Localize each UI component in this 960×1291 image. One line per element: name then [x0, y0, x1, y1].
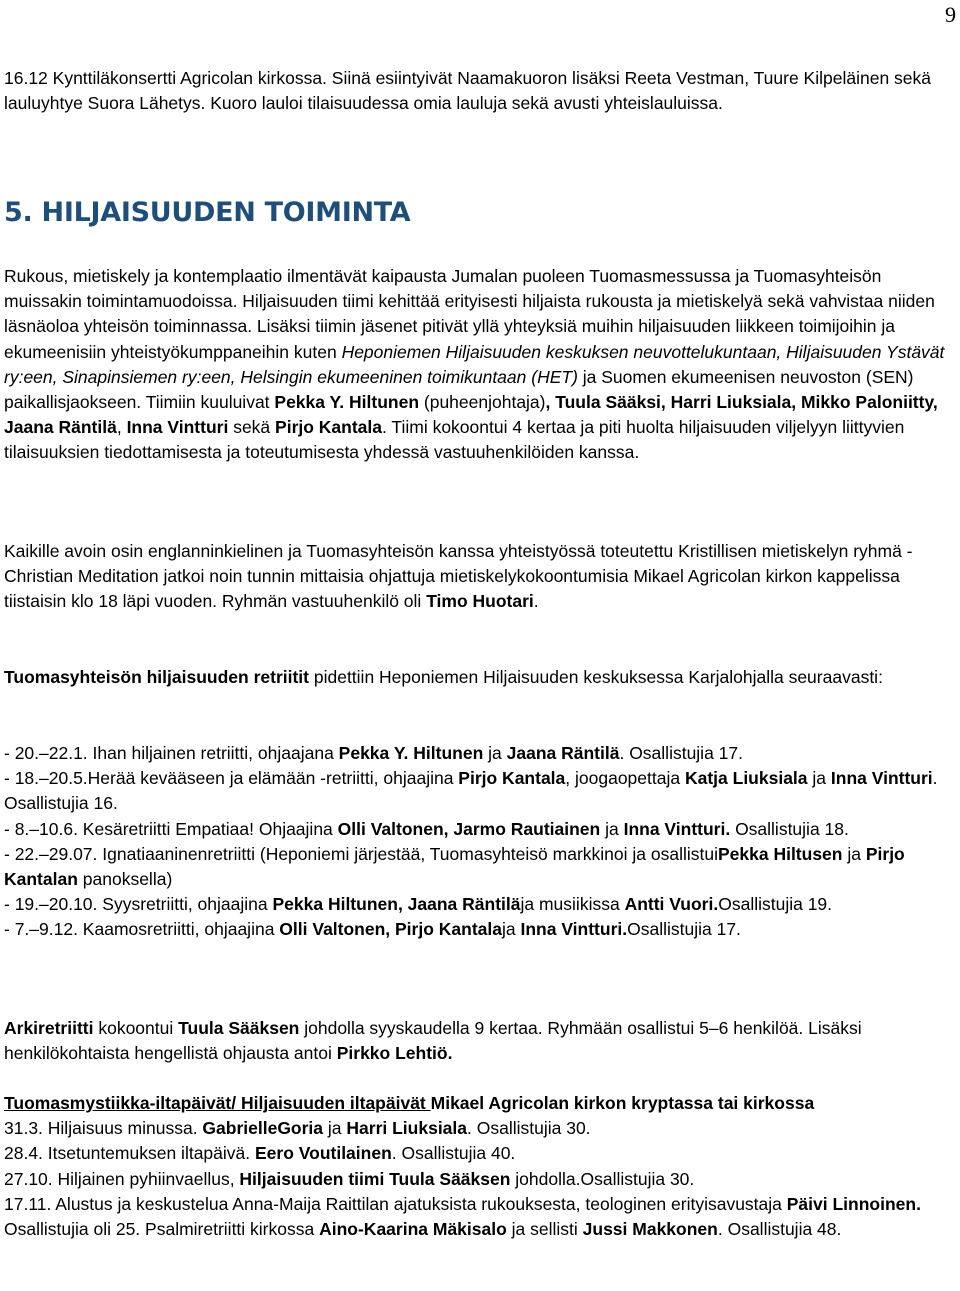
underlined-title: Tuomasmystiikka-iltapäivät/ Hiljaisuuden iltapäivät: [4, 1093, 431, 1113]
text-run: . Osallistujia 30.: [467, 1118, 591, 1139]
text-run: - 7.–9.12. Kaamosretriitti, ohjaajina: [4, 919, 280, 940]
text-run: ja sellisti: [506, 1219, 583, 1240]
list-item: [4, 842, 956, 892]
text-run: ja: [483, 743, 507, 763]
text-run: - 18.–20.5.Herää kevääseen ja elämään -retriitti, ohjaajina: [4, 768, 459, 789]
text-run: . Osallistujia 17.: [619, 743, 743, 763]
bold-name: Päivi Linnoinen.: [786, 1193, 921, 1214]
bold-name: GabrielleGoria: [202, 1118, 324, 1139]
italic-organizations: Heponiemen Hiljaisuuden keskuksen neuvottelukuntaan, Hiljaisuuden Ystävät ry:een, Sinapinsiemen ry:een, Helsingin ekumeeninen toimikuntaan (HET): [4, 341, 945, 387]
text-run: Osallistujia 18.: [730, 818, 849, 839]
text-run: . Tiimi kokoontui 4 kertaa ja piti huolta hiljaisuuden viljelyyn liittyvien tilaisuuksien tiedottamisesta ja toteutumisesta yhdessä vastuuhenkilöiden kanssa.: [4, 417, 905, 463]
bold-name: Timo Huotari: [426, 591, 534, 612]
bold-name: Pekka Hiltusen: [717, 843, 843, 864]
text-run: ja: [323, 1118, 347, 1139]
events-section: [4, 1091, 956, 1242]
bold-name: Inna Vintturi.: [520, 919, 628, 940]
text-run: Osallistujia 17.: [627, 919, 741, 940]
hiljaisuus-paragraph: [4, 264, 956, 466]
bold-name: Antti Vuori.: [624, 894, 719, 915]
retreats-list: [4, 741, 956, 943]
list-item: [4, 1141, 956, 1166]
list-item: [4, 1167, 956, 1192]
bold-name: Eero Voutilainen: [254, 1143, 392, 1164]
bold-name: Pekka Y. Hiltunen: [338, 743, 484, 763]
bold-name: Tuula Sääksen: [178, 1018, 300, 1038]
text-run: pidettiin Heponiemen Hiljaisuuden keskuksessa Karjalohjalla seuraavasti:: [309, 667, 883, 687]
text-run: kokoontui: [93, 1018, 179, 1038]
bold-name: Pekka Y. Hiltunen: [274, 392, 420, 413]
text-run: ,: [116, 417, 127, 438]
bold-name: Aino-Kaarina Mäkisalo: [319, 1219, 507, 1240]
list-item: [4, 1116, 956, 1141]
bold-name: Pekka Hiltunen, Jaana Räntilä: [272, 894, 521, 915]
text-run: , joogaopettaja: [565, 768, 685, 789]
text-run: ja: [807, 768, 831, 789]
bold-name: Pirjo Kantala: [458, 768, 566, 789]
bold-title: Arkiretriitti: [4, 1018, 94, 1038]
text-run: . Osallistujia 40.: [391, 1143, 516, 1164]
text-run: ja: [842, 843, 866, 864]
text-run: (puheenjohtaja): [419, 392, 546, 413]
text-run: ja: [502, 919, 521, 940]
bold-location: Mikael Agricolan kirkon kryptassa tai kirkossa: [430, 1093, 815, 1113]
bold-name: Inna Vintturi: [830, 768, 933, 789]
text-run: . Osallistujia 48.: [717, 1219, 842, 1240]
text-run: johdolla syyskaudella 9 kertaa. Ryhmään osallistui 5–6 henkilöä. Lisäksi henkilökohtaista hengellistä ohjausta antoi: [4, 1018, 862, 1064]
text-run: ja musiikissa: [520, 894, 625, 915]
text-run: .: [533, 591, 539, 612]
bold-title: Tuomasyhteisön hiljaisuuden retriitit: [4, 667, 309, 687]
bold-name: Inna Vintturi: [126, 417, 229, 438]
list-item: [4, 917, 956, 942]
list-item: [4, 741, 956, 766]
bold-name: Jussi Makkonen: [582, 1219, 718, 1240]
list-item: [4, 892, 956, 917]
text-run: Rukous, mietiskely ja kontemplaatio ilmentävät kaipausta Jumalan puoleen Tuomasmessussa ja Tuomasyhteisön muissakin toimintamuodoissa. Hiljaisuuden tiimi kehittää erityisesti hiljaista rukousta ja mietiskelyä sekä vahvistaa niiden läsnäoloa yhteisön toiminnassa. Lisäksi tiimin jäsenet pitivät yllä yhteyksiä muihin hiljaisuuden liikkeen toimijoihin ja ekumeenisiin yhteistyökumppaneihin kuten: [4, 266, 935, 362]
bold-name: Harri Liuksiala: [346, 1118, 468, 1139]
text-run: ja: [600, 818, 624, 839]
bold-name: Pirjo Kantalan: [4, 843, 905, 890]
bold-names: , Tuula Sääksi, Harri Liuksiala, Mikko Paloniitty, Jaana Räntilä: [4, 392, 938, 438]
bold-name: Olli Valtonen, Jarmo Rautiainen: [337, 818, 601, 839]
arkiretriitti-paragraph: [4, 1016, 956, 1066]
list-item: [4, 766, 956, 816]
bold-name: Pirjo Kantala: [275, 417, 383, 438]
retreats-intro-paragraph: [4, 665, 956, 690]
intro-paragraph: 16.12 Kynttiläkonsertti Agricolan kirkossa. Siinä esiintyivät Naamakuoron lisäksi Reeta Vestman, Tuure Kilpeläinen sekä lauluyhtye Suora Lähetys. Kuoro lauloi tilaisuudessa omia lauluja sekä avusti yhteislauluissa.: [4, 68, 932, 114]
list-item: [4, 817, 956, 842]
meditation-paragraph: [4, 539, 956, 615]
text-run: 28.4. Itsetuntemuksen iltapäivä.: [4, 1143, 255, 1164]
text-run: panoksella): [77, 869, 173, 890]
text-run: Kaikille avoin osin englanninkielinen ja Tuomasyhteisön kanssa yhteistyössä toteutettu Kristillisen mietiskelyn ryhmä - Christian Meditation jatkoi noin tunnin mittaisia ohjattuja mietiskelykokoontumisia Mikael Agricolan kirkon kappelissa tiistaisin klo 18 läpi vuoden. Ryhmän vastuuhenkilö oli: [4, 541, 913, 612]
bold-name: Hiljaisuuden tiimi Tuula Sääksen: [239, 1168, 511, 1189]
text-run: . Osallistujia 16.: [4, 768, 938, 814]
bold-name: Jaana Räntilä: [506, 743, 620, 763]
text-run: Osallistujia oli 25. Psalmiretriitti kirkossa: [4, 1219, 320, 1240]
page-number: 9: [945, 2, 956, 27]
bold-name: Katja Liuksiala: [684, 768, 808, 789]
text-run: johdolla.Osallistujia 30.: [510, 1168, 695, 1189]
bold-name: Inna Vintturi.: [623, 818, 731, 839]
events-heading: [4, 1091, 956, 1116]
bold-name: Pirkko Lehtiö.: [336, 1043, 453, 1064]
bold-name: Olli Valtonen, Pirjo Kantala: [279, 919, 502, 940]
text-run: - 22.–29.07. Ignatiaaninenretriitti (Heponiemi järjestää, Tuomasyhteisö markkinoi ja osallistui: [4, 843, 718, 864]
text-run: - 19.–20.10. Syysretriitti, ohjaajina: [4, 894, 273, 915]
text-run: - 8.–10.6. Kesäretriitti Empatiaa! Ohjaajina: [4, 818, 338, 839]
section-heading: 5. HILJAISUUDEN TOIMINTA: [4, 197, 411, 228]
text-run: 17.11. Alustus ja keskustelua Anna-Maija Raittilan ajatuksista rukouksesta, teologinen erityisavustaja: [4, 1193, 787, 1214]
text-run: 31.3. Hiljaisuus minussa.: [4, 1118, 203, 1139]
list-item: [4, 1192, 956, 1242]
text-run: sekä: [228, 417, 276, 438]
text-run: Osallistujia 19.: [718, 894, 833, 915]
text-run: 27.10. Hiljainen pyhiinvaellus,: [4, 1168, 240, 1189]
text-run: ja Suomen ekumeenisen neuvoston (SEN) paikallisjaokseen. Tiimiin kuuluivat: [4, 366, 914, 413]
text-run: - 20.–22.1. Ihan hiljainen retriitti, ohjaajana: [4, 743, 339, 763]
